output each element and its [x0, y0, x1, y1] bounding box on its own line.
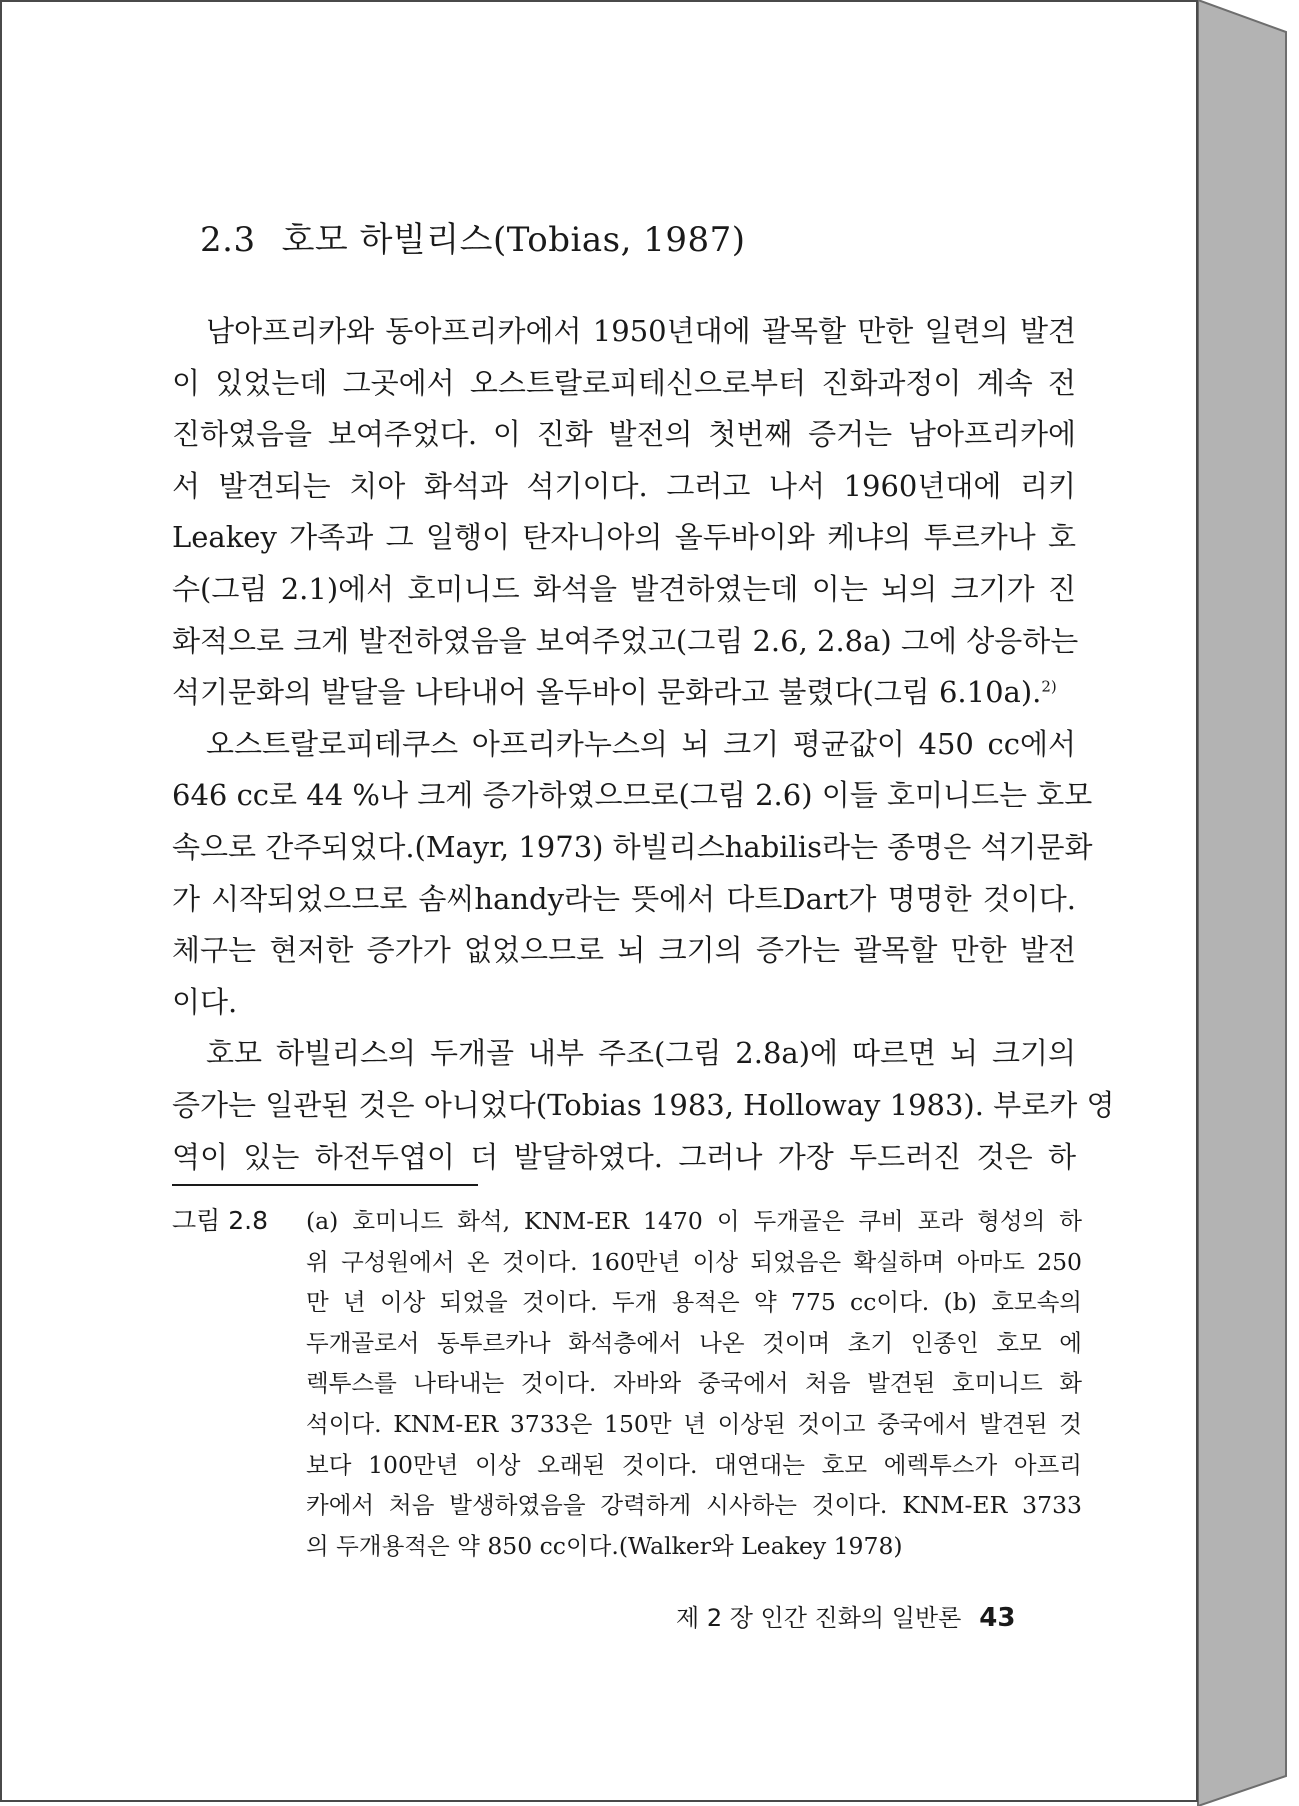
paragraph-1-line: 이 있었는데 그곳에서 오스트랄로피테신으로부터 진화과정이 계속 전	[172, 365, 1076, 400]
paragraph-2-line: 오스트랄로피테쿠스 아프리카누스의 뇌 크기 평균값이 450 cc에서	[206, 726, 1076, 761]
caption-line: 만 년 이상 되었을 것이다. 두개 용적은 약 775 cc이다. (b) 호모속의	[306, 1288, 1082, 1317]
paragraph-1-line-text: 석기문화의 발달을 나타내어 올두바이 문화라고 불렸다(그림 6.10a).	[172, 675, 1042, 710]
section-title-text: 호모 하빌리스(Tobias, 1987)	[281, 220, 746, 260]
running-footer	[676, 1598, 1052, 1633]
caption-line: 카에서 처음 발생하였음을 강력하게 시사하는 것이다. KNM-ER 3733	[306, 1491, 1082, 1520]
chapter-title: 제 2 장 인간 진화의 일반론	[676, 1604, 962, 1632]
paragraph-1-line: 화적으로 크게 발전하였음을 보여주었고(그림 2.6, 2.8a) 그에 상응하는	[172, 623, 1079, 658]
paragraph-3-line: 역이 있는 하전두엽이 더 발달하였다. 그러나 가장 두드러진 것은 하	[172, 1139, 1076, 1174]
caption-line: (a) 호미니드 화석, KNM-ER 1470 이 두개골은 쿠비 포라 형성의 하	[306, 1207, 1082, 1235]
paragraph-2-line: 가 시작되었으므로 솜씨handy라는 뜻에서 다트Dart가 명명한 것이다.	[172, 881, 1076, 916]
figure-caption-label: 그림 2.8	[172, 1206, 269, 1235]
section-number: 2.3	[200, 220, 256, 260]
page-number: 43	[979, 1603, 1016, 1633]
paragraph-2-line: 체구는 현저한 증가가 없었으므로 뇌 크기의 증가는 괄목할 만한 발전	[172, 933, 1076, 968]
caption-line: 석이다. KNM-ER 3733은 150만 년 이상된 것이고 중국에서 발견된 것	[306, 1409, 1082, 1438]
paragraph-2-line: 646 cc로 44 %나 크게 증가하였으므로(그림 2.6) 이들 호미니드는 호모	[172, 778, 1093, 813]
caption-line: 보다 100만년 이상 오래된 것이다. 대연대는 호모 에렉투스가 아프리	[306, 1450, 1082, 1479]
paragraph-2-line: 속으로 간주되었다.(Mayr, 1973) 하빌리스habilis라는 종명은 석기문화	[172, 829, 1093, 864]
paragraph-2-line: 이다.	[172, 984, 238, 1019]
paragraph-3-line: 증가는 일관된 것은 아니었다(Tobias 1983, Holloway 1983). 부로카 영	[172, 1087, 1115, 1122]
section-heading	[200, 212, 746, 261]
paragraph-1-line: 남아프리카와 동아프리카에서 1950년대에 괄목할 만한 일련의 발견	[206, 314, 1076, 348]
paragraph-1-line: 진하였음을 보여주었다. 이 진화 발전의 첫번째 증거는 남아프리카에	[172, 417, 1076, 452]
caption-divider	[172, 1184, 478, 1186]
paragraph-1-last-line	[172, 667, 1076, 719]
caption-line: 의 두개용적은 약 850 cc이다.(Walker와 Leakey 1978)	[306, 1531, 903, 1560]
caption-line: 두개골로서 동투르카나 화석층에서 나온 것이며 초기 인종인 호모 에	[306, 1328, 1082, 1357]
paragraph-1-line: Leakey 가족과 그 일행이 탄자니아의 올두바이와 케냐의 투르카나 호	[172, 520, 1076, 555]
caption-line: 렉투스를 나타내는 것이다. 자바와 중국에서 처음 발견된 호미니드 화	[306, 1369, 1082, 1398]
paragraph-3-line: 호모 하빌리스의 두개골 내부 주조(그림 2.8a)에 따르면 뇌 크기의	[206, 1036, 1076, 1071]
body-text	[172, 306, 1115, 1183]
paragraph-1-line: 수(그림 2.1)에서 호미니드 화석을 발견하였는데 이는 뇌의 크기가 진	[172, 571, 1076, 606]
footnote-marker[interactable]: 2)	[1041, 677, 1057, 696]
caption-line: 위 구성원에서 온 것이다. 160만년 이상 되었음은 확실하며 아마도 250	[306, 1247, 1082, 1276]
paragraph-1-line: 서 발견되는 치아 화석과 석기이다. 그러고 나서 1960년대에 리키	[172, 468, 1076, 503]
figure-caption	[306, 1201, 1082, 1566]
